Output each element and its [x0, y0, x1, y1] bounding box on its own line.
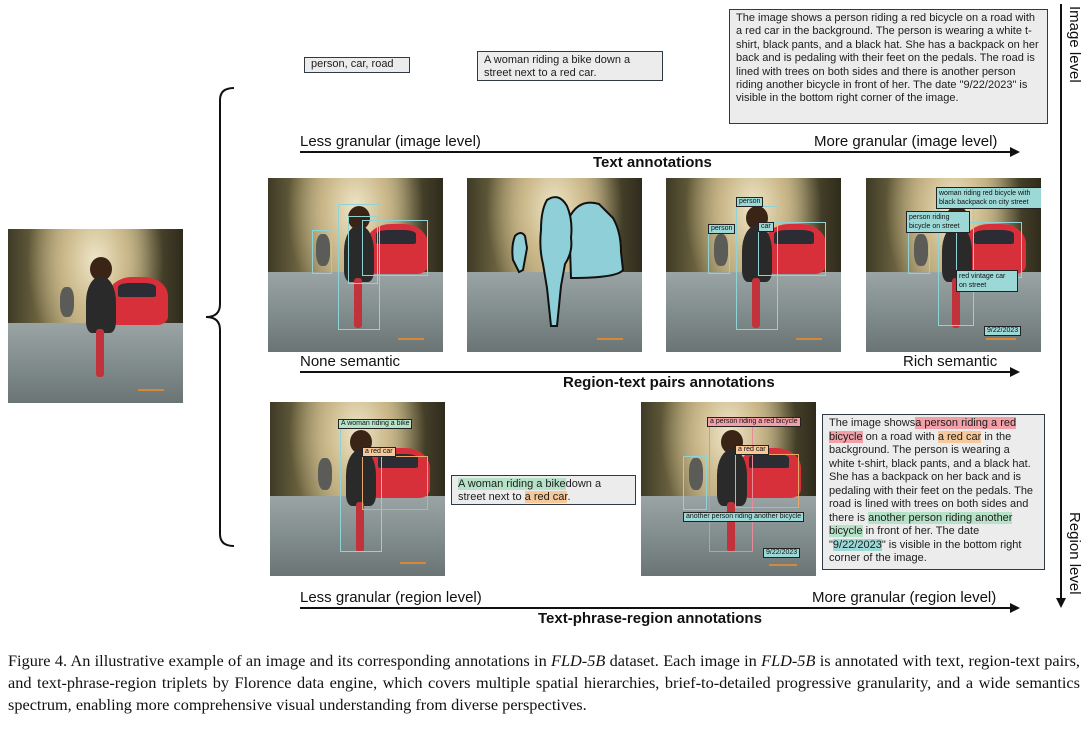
phrase-short-caption-box: A woman riding a bikedown a street next to a red car.: [451, 475, 636, 505]
region-axis-left-label: None semantic: [300, 353, 401, 370]
tag-car: car: [758, 222, 774, 232]
region-image-boxes: [268, 178, 443, 352]
tag-another-person: another person riding another bicycle: [683, 512, 804, 522]
text-axis-line: [300, 151, 1010, 153]
tag-red-car-right: a red car: [735, 445, 769, 455]
tag-red-car-left: a red car: [362, 447, 396, 457]
tag-date: 9/22/2023: [984, 326, 1021, 336]
region-axis-right-label: Rich semantic: [903, 353, 998, 370]
tag-red-vintage-car: red vintage car on street: [956, 270, 1018, 292]
arrow-right-icon: [1010, 603, 1020, 613]
tag-person-main: person: [736, 197, 763, 207]
region-text-title: Region-text pairs annotations: [563, 374, 775, 391]
arrow-right-icon: [1010, 367, 1020, 377]
side-axis-top-label: Image level: [1066, 6, 1083, 83]
region-image-rich-labels: [866, 178, 1041, 352]
phrase-axis-right-label: More granular (region level): [812, 589, 997, 606]
region-axis-line: [300, 371, 1010, 373]
region-image-simple-labels: [666, 178, 841, 352]
short-caption-box: [477, 51, 663, 81]
tag-person-far: person: [708, 224, 735, 234]
text-axis-right-label: More granular (image level): [814, 133, 998, 150]
phrase-detailed-caption-box: The image showsa person riding a red bicycle on a road with a red car in the background. The person is wearing a white t-shirt, black pants, and a black hat. She has a backpack on her back and is pedaling with their feet on the pedals. The road is lined with trees on both sides and there is another person riding another bicycle in front of her. The date "9/22/2023" is visible in the bottom right corner of the image.: [822, 414, 1045, 570]
side-axis-line: [1060, 4, 1062, 600]
arrow-right-icon: [1010, 147, 1020, 157]
tag-woman-riding-bike: A woman riding a bike: [338, 419, 412, 429]
region-image-masks: [467, 178, 642, 352]
text-axis-left-label: Less granular (image level): [300, 133, 481, 150]
tag-person-riding-red-bicycle: a person riding a red bicycle: [707, 417, 801, 427]
brief-tags: person, car, road: [311, 58, 394, 70]
detailed-caption: The image shows a person riding a red bicycle on a road with a red car in the background. The person is wearing a white t-shirt, black pants, and a black hat. She has a backpack on her back and is pedaling with their feet on the pedals. The road is lined with trees on both sides and there is another person riding another bicycle in front of her. The date "9/22/2023" is visible in the bottom right corner of the image.: [736, 12, 1039, 105]
tag-date-right: 9/22/2023: [763, 548, 800, 558]
short-caption: A woman riding a bike down a street next to a red car.: [484, 54, 631, 80]
phrase-image-right: [641, 402, 816, 576]
brace-icon: [200, 86, 240, 548]
tag-woman-riding: woman riding red bicycle with black backpack on city street: [936, 187, 1041, 209]
phrase-axis-line: [300, 607, 1010, 609]
phrase-axis-left-label: Less granular (region level): [300, 589, 482, 606]
text-annotations-title: Text annotations: [593, 154, 712, 171]
tag-person-riding: person riding bicycle on street: [906, 211, 970, 233]
text-phrase-region-title: Text-phrase-region annotations: [538, 610, 762, 627]
detailed-caption-box: [729, 9, 1048, 124]
figure-caption: Figure 4. An illustrative example of an image and its corresponding annotations in FLD-5B dataset. Each image in FLD-5B is annotated with text, region-text pairs, and text-phrase-region triplets by Florence data engine, which covers multiple spatial hierarchies, brief-to-detailed progressive granularity, and a wide semantics spectrum, enabling more comprehensive visual understanding from diverse perspectives.: [8, 651, 1080, 714]
phrase-image-left: [270, 402, 445, 576]
arrow-down-icon: [1056, 598, 1066, 608]
brief-tags-box: [304, 57, 410, 73]
side-axis-bottom-label: Region level: [1066, 512, 1083, 595]
source-image: [8, 229, 183, 403]
